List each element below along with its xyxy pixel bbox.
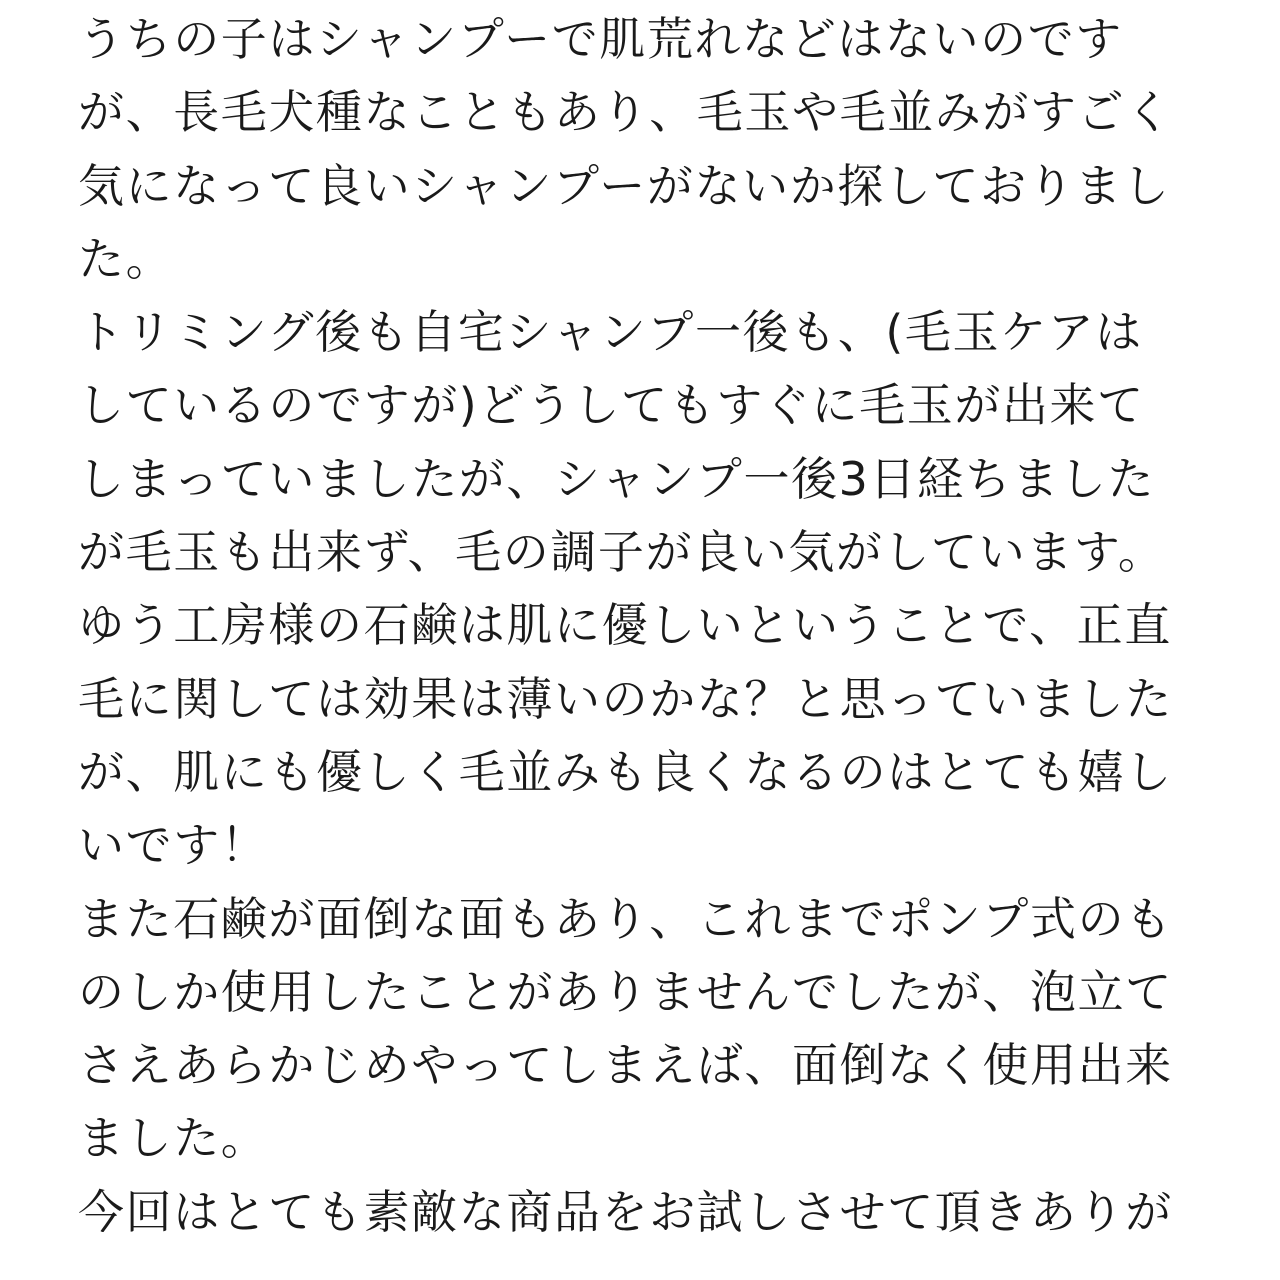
review-line: いです！ — [78, 818, 269, 873]
review-line: また石鹸が面倒な面もあり、これまでポンプ式のも — [78, 891, 1173, 946]
review-line: が、肌にも優しく毛並みも良くなるのはとても嬉し — [78, 744, 1173, 799]
review-line: が、長毛犬種なこともあり、毛玉や毛並みがすごく — [78, 85, 1173, 140]
review-line: 今回はとても素敵な商品をお試しさせて頂きありが — [78, 1184, 1173, 1239]
review-text — [78, 3, 1258, 1249]
review-line: トリミング後も自宅シャンプ一後も、(毛玉ケアは — [78, 305, 1143, 360]
review-line: ゆう工房様の石鹸は肌に優しいということで、正直 — [78, 598, 1172, 653]
review-line: た。 — [78, 231, 174, 286]
review-line: うちの子はシャンプーで肌荒れなどはないのです — [78, 12, 1123, 66]
review-line: ました。 — [78, 1111, 269, 1166]
review-line: さえあらかじめやってしまえば、面倒なく使用出来 — [78, 1038, 1173, 1093]
review-line: しているのですが)どうしてもすぐに毛玉が出来て — [78, 378, 1145, 433]
review-line: しまっていましたが、シャンプ一後3日経ちました — [78, 451, 1156, 506]
review-line: が毛玉も出来ず、毛の調子が良い気がしています。 — [78, 525, 1166, 580]
review-line: 気になって良いシャンプーがないか探しておりまし — [78, 158, 1171, 213]
review-line: 毛に関しては効果は薄いのかな？と思っていました — [78, 671, 1173, 726]
review-line: のしか使用したことがありませんでしたが、泡立て — [78, 964, 1173, 1019]
